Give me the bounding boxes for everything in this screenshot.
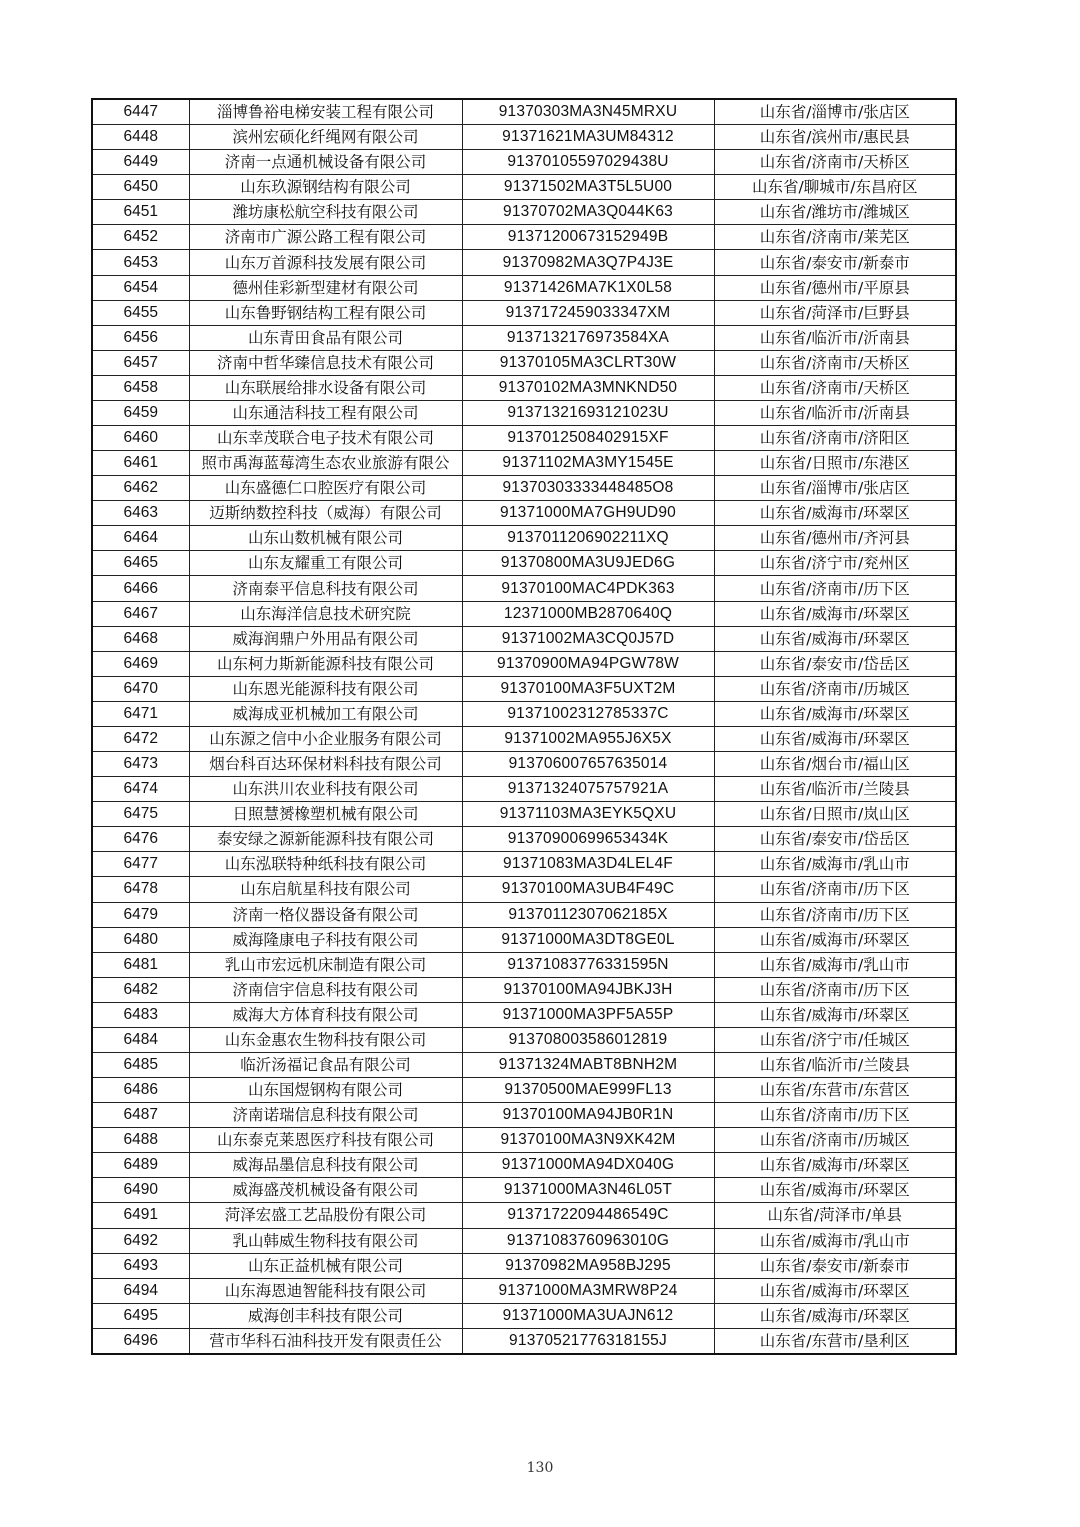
credit-code-cell: 91370800MA3U9JED6G	[462, 551, 714, 576]
region-cell: 山东省/威海市/环翠区	[714, 626, 956, 651]
region-cell: 山东省/东营市/东营区	[714, 1078, 956, 1103]
row-number-cell: 6471	[92, 701, 189, 726]
company-name-cell: 济南诺瑞信息科技有限公司	[189, 1103, 462, 1128]
region-cell: 山东省/泰安市/岱岳区	[714, 651, 956, 676]
table-row	[92, 1278, 956, 1303]
credit-code-cell: 91371200673152949B	[462, 225, 714, 250]
region-cell: 山东省/潍坊市/潍城区	[714, 200, 956, 225]
credit-code-cell: 91370303333448485O8	[462, 476, 714, 501]
row-number-cell: 6468	[92, 626, 189, 651]
credit-code-cell: 91370702MA3Q044K63	[462, 200, 714, 225]
company-name-cell: 临沂汤福记食品有限公司	[189, 1052, 462, 1077]
region-cell: 山东省/临沂市/沂南县	[714, 400, 956, 425]
credit-code-cell: 9137132176973584XA	[462, 325, 714, 350]
region-cell: 山东省/日照市/东港区	[714, 451, 956, 476]
region-cell: 山东省/东营市/垦利区	[714, 1328, 956, 1354]
row-number-cell: 6467	[92, 601, 189, 626]
row-number-cell: 6447	[92, 99, 189, 125]
company-name-cell: 山东源之信中小企业服务有限公司	[189, 726, 462, 751]
credit-code-cell: 91370100MA3F5UXT2M	[462, 676, 714, 701]
row-number-cell: 6490	[92, 1178, 189, 1203]
credit-code-cell: 91371083MA3D4LEL4F	[462, 852, 714, 877]
region-cell: 山东省/菏泽市/巨野县	[714, 300, 956, 325]
credit-code-cell: 91370900MA94PGW78W	[462, 651, 714, 676]
credit-code-cell: 9137012508402915XF	[462, 426, 714, 451]
row-number-cell: 6476	[92, 827, 189, 852]
credit-code-cell: 91370105597029438U	[462, 150, 714, 175]
credit-code-cell: 91370100MA94JBKJ3H	[462, 977, 714, 1002]
region-cell: 山东省/济南市/天桥区	[714, 350, 956, 375]
company-name-cell: 照市禹海蓝莓湾生态农业旅游有限公	[189, 451, 462, 476]
table-row	[92, 350, 956, 375]
table-row	[92, 601, 956, 626]
region-cell: 山东省/临沂市/沂南县	[714, 325, 956, 350]
row-number-cell: 6494	[92, 1278, 189, 1303]
region-cell: 山东省/威海市/环翠区	[714, 1278, 956, 1303]
region-cell: 山东省/济宁市/兖州区	[714, 551, 956, 576]
table-row	[92, 802, 956, 827]
row-number-cell: 6487	[92, 1103, 189, 1128]
credit-code-cell: 91371000MA3DT8GE0L	[462, 927, 714, 952]
table-row	[92, 150, 956, 175]
table-row	[92, 701, 956, 726]
credit-code-cell: 91370500MAE999FL13	[462, 1078, 714, 1103]
company-registry-table	[91, 98, 957, 1355]
table-row	[92, 175, 956, 200]
table-row	[92, 726, 956, 751]
credit-code-cell: 91371083776331595N	[462, 952, 714, 977]
company-name-cell: 山东万首源科技发展有限公司	[189, 250, 462, 275]
page-number: 130	[526, 1460, 554, 1476]
region-cell: 山东省/滨州市/惠民县	[714, 125, 956, 150]
company-name-cell: 滨州宏硕化纤绳网有限公司	[189, 125, 462, 150]
region-cell: 山东省/泰安市/岱岳区	[714, 827, 956, 852]
company-name-cell: 潍坊康松航空科技有限公司	[189, 200, 462, 225]
table-row	[92, 1178, 956, 1203]
row-number-cell: 6455	[92, 300, 189, 325]
table-row	[92, 275, 956, 300]
table-row	[92, 1328, 956, 1354]
row-number-cell: 6496	[92, 1328, 189, 1354]
region-cell: 山东省/威海市/环翠区	[714, 501, 956, 526]
table-row	[92, 551, 956, 576]
row-number-cell: 6448	[92, 125, 189, 150]
region-cell: 山东省/威海市/乳山市	[714, 952, 956, 977]
company-name-cell: 德州佳彩新型建材有限公司	[189, 275, 462, 300]
company-name-cell: 山东玖源钢结构有限公司	[189, 175, 462, 200]
company-name-cell: 迈斯纳数控科技（威海）有限公司	[189, 501, 462, 526]
row-number-cell: 6485	[92, 1052, 189, 1077]
region-cell: 山东省/济南市/天桥区	[714, 150, 956, 175]
company-name-cell: 山东金惠农生物科技有限公司	[189, 1027, 462, 1052]
table-row	[92, 977, 956, 1002]
company-name-cell: 山东海洋信息技术研究院	[189, 601, 462, 626]
credit-code-cell: 91370100MA3N9XK42M	[462, 1128, 714, 1153]
row-number-cell: 6482	[92, 977, 189, 1002]
table-row	[92, 375, 956, 400]
row-number-cell: 6465	[92, 551, 189, 576]
table-row	[92, 927, 956, 952]
table-row	[92, 1027, 956, 1052]
row-number-cell: 6474	[92, 777, 189, 802]
table-row	[92, 1002, 956, 1027]
row-number-cell: 6466	[92, 576, 189, 601]
table-row	[92, 952, 956, 977]
credit-code-cell: 91371000MA3N46L05T	[462, 1178, 714, 1203]
company-name-cell: 山东联展给排水设备有限公司	[189, 375, 462, 400]
table-row	[92, 626, 956, 651]
credit-code-cell: 91371000MA7GH9UD90	[462, 501, 714, 526]
company-name-cell: 山东泓联特种纸科技有限公司	[189, 852, 462, 877]
company-name-cell: 威海润鼎户外用品有限公司	[189, 626, 462, 651]
row-number-cell: 6488	[92, 1128, 189, 1153]
credit-code-cell: 91370800358601​2819	[462, 1027, 714, 1052]
row-number-cell: 6459	[92, 400, 189, 425]
company-name-cell: 山东盛德仁口腔医疗有限公司	[189, 476, 462, 501]
row-number-cell: 6457	[92, 350, 189, 375]
table-row	[92, 426, 956, 451]
region-cell: 山东省/淄博市/张店区	[714, 99, 956, 125]
region-cell: 山东省/威海市/环翠区	[714, 701, 956, 726]
table-row	[92, 852, 956, 877]
row-number-cell: 6463	[92, 501, 189, 526]
row-number-cell: 6469	[92, 651, 189, 676]
credit-code-cell: 91371000MA3MRW8P24	[462, 1278, 714, 1303]
row-number-cell: 6449	[92, 150, 189, 175]
table-body	[92, 99, 956, 1354]
row-number-cell: 6462	[92, 476, 189, 501]
row-number-cell: 6472	[92, 726, 189, 751]
credit-code-cell: 91370303MA3N45MRXU	[462, 99, 714, 125]
credit-code-cell: 91370102MA3MNKND50	[462, 375, 714, 400]
company-name-cell: 济南中哲华臻信息技术有限公司	[189, 350, 462, 375]
region-cell: 山东省/威海市/环翠区	[714, 601, 956, 626]
credit-code-cell: 91371324MABT8BNH2M	[462, 1052, 714, 1077]
company-name-cell: 山东山数机械有限公司	[189, 526, 462, 551]
company-name-cell: 营市华科石油科技开发有限责任公	[189, 1328, 462, 1354]
table-row	[92, 325, 956, 350]
table-row	[92, 1228, 956, 1253]
company-name-cell: 济南泰平信息科技有限公司	[189, 576, 462, 601]
table-row	[92, 1303, 956, 1328]
company-name-cell: 乳山韩威生物科技有限公司	[189, 1228, 462, 1253]
credit-code-cell: 91371103MA3EYK5QXU	[462, 802, 714, 827]
company-name-cell: 山东海恩迪智能科技有限公司	[189, 1278, 462, 1303]
table-row	[92, 1103, 956, 1128]
company-name-cell: 济南市广源公路工程有限公司	[189, 225, 462, 250]
company-name-cell: 威海品墨信息科技有限公司	[189, 1153, 462, 1178]
credit-code-cell: 91370100MA94JB0R1N	[462, 1103, 714, 1128]
table-row	[92, 1253, 956, 1278]
company-name-cell: 烟台科百达环保材料科技有限公司	[189, 752, 462, 777]
table-row	[92, 827, 956, 852]
credit-code-cell: 91371083760963010G	[462, 1228, 714, 1253]
region-cell: 山东省/菏泽市/单县	[714, 1203, 956, 1228]
credit-code-cell: 91371324075757921A	[462, 777, 714, 802]
table-row	[92, 300, 956, 325]
region-cell: 山东省/威海市/乳山市	[714, 1228, 956, 1253]
region-cell: 山东省/济南市/历下区	[714, 902, 956, 927]
region-cell: 山东省/济宁市/任城区	[714, 1027, 956, 1052]
row-number-cell: 6453	[92, 250, 189, 275]
credit-code-cell: 91370900699653434K	[462, 827, 714, 852]
company-name-cell: 山东青田食品有限公司	[189, 325, 462, 350]
region-cell: 山东省/威海市/环翠区	[714, 927, 956, 952]
region-cell: 山东省/威海市/环翠区	[714, 1153, 956, 1178]
table-row	[92, 501, 956, 526]
row-number-cell: 6470	[92, 676, 189, 701]
company-name-cell: 山东幸茂联合电子技术有限公司	[189, 426, 462, 451]
table-row	[92, 651, 956, 676]
row-number-cell: 6451	[92, 200, 189, 225]
row-number-cell: 6493	[92, 1253, 189, 1278]
company-name-cell: 淄博鲁裕电梯安装工程有限公司	[189, 99, 462, 125]
company-name-cell: 威海盛茂机械设备有限公司	[189, 1178, 462, 1203]
company-name-cell: 日照慧赟橡塑机械有限公司	[189, 802, 462, 827]
company-name-cell: 山东柯力斯新能源科技有限公司	[189, 651, 462, 676]
row-number-cell: 6495	[92, 1303, 189, 1328]
region-cell: 山东省/威海市/环翠区	[714, 1002, 956, 1027]
row-number-cell: 6480	[92, 927, 189, 952]
credit-code-cell: 91370112307062185X	[462, 902, 714, 927]
row-number-cell: 6473	[92, 752, 189, 777]
company-name-cell: 乳山市宏远机床制造有限公司	[189, 952, 462, 977]
company-name-cell: 山东泰克莱恩医疗科技有限公司	[189, 1128, 462, 1153]
row-number-cell: 6450	[92, 175, 189, 200]
row-number-cell: 6481	[92, 952, 189, 977]
company-name-cell: 泰安绿之源新能源科技有限公司	[189, 827, 462, 852]
credit-code-cell: 91371426MA7K1X0L58	[462, 275, 714, 300]
credit-code-cell: 91371621MA3UM84312	[462, 125, 714, 150]
table-row	[92, 451, 956, 476]
credit-code-cell: 91370105MA3CLRT30W	[462, 350, 714, 375]
row-number-cell: 6452	[92, 225, 189, 250]
table-row	[92, 1052, 956, 1077]
table-row	[92, 1153, 956, 1178]
row-number-cell: 6489	[92, 1153, 189, 1178]
region-cell: 山东省/威海市/环翠区	[714, 726, 956, 751]
region-cell: 山东省/济南市/历城区	[714, 676, 956, 701]
region-cell: 山东省/济南市/莱芜区	[714, 225, 956, 250]
table-row	[92, 777, 956, 802]
credit-code-cell: 91371002MA3CQ0J57D	[462, 626, 714, 651]
credit-code-cell: 91370100MAC4PDK363	[462, 576, 714, 601]
company-name-cell: 山东启航星科技有限公司	[189, 877, 462, 902]
region-cell: 山东省/济南市/历下区	[714, 576, 956, 601]
credit-code-cell: 91371502MA3T5L5U00	[462, 175, 714, 200]
credit-code-cell: 9137011206902211XQ	[462, 526, 714, 551]
company-name-cell: 济南一点通机械设备有限公司	[189, 150, 462, 175]
region-cell: 山东省/威海市/环翠区	[714, 1178, 956, 1203]
row-number-cell: 6478	[92, 877, 189, 902]
credit-code-cell: 91371321693121023U	[462, 400, 714, 425]
table-row	[92, 225, 956, 250]
region-cell: 山东省/日照市/岚山区	[714, 802, 956, 827]
row-number-cell: 6492	[92, 1228, 189, 1253]
region-cell: 山东省/济南市/历下区	[714, 977, 956, 1002]
company-name-cell: 山东鲁野钢结构工程有限公司	[189, 300, 462, 325]
table-row	[92, 476, 956, 501]
table-row	[92, 676, 956, 701]
row-number-cell: 6456	[92, 325, 189, 350]
table-row	[92, 752, 956, 777]
company-name-cell: 威海隆康电子科技有限公司	[189, 927, 462, 952]
credit-code-cell: 9137172459033347XM	[462, 300, 714, 325]
company-name-cell: 威海成亚机械加工有限公司	[189, 701, 462, 726]
region-cell: 山东省/烟台市/福山区	[714, 752, 956, 777]
region-cell: 山东省/济南市/天桥区	[714, 375, 956, 400]
company-name-cell: 威海大方体育科技有限公司	[189, 1002, 462, 1027]
region-cell: 山东省/德州市/齐河县	[714, 526, 956, 551]
company-name-cell: 山东洪川农业科技有限公司	[189, 777, 462, 802]
region-cell: 山东省/济南市/历城区	[714, 1128, 956, 1153]
table-row	[92, 877, 956, 902]
credit-code-cell: 91371722094486549C	[462, 1203, 714, 1228]
region-cell: 山东省/临沂市/兰陵县	[714, 777, 956, 802]
company-name-cell: 山东友耀重工有限公司	[189, 551, 462, 576]
credit-code-cell: 91370600765763​5014	[462, 752, 714, 777]
credit-code-cell: 91370100MA3UB4F49C	[462, 877, 714, 902]
table-row	[92, 99, 956, 125]
credit-code-cell: 91371102MA3MY1545E	[462, 451, 714, 476]
company-name-cell: 威海创丰科技有限公司	[189, 1303, 462, 1328]
company-name-cell: 山东恩光能源科技有限公司	[189, 676, 462, 701]
company-name-cell: 山东国煜钢构有限公司	[189, 1078, 462, 1103]
table-row	[92, 250, 956, 275]
region-cell: 山东省/临沂市/兰陵县	[714, 1052, 956, 1077]
table-row	[92, 1128, 956, 1153]
table-row	[92, 200, 956, 225]
table-row	[92, 125, 956, 150]
table-row	[92, 1203, 956, 1228]
region-cell: 山东省/济南市/历下区	[714, 1103, 956, 1128]
row-number-cell: 6454	[92, 275, 189, 300]
table-row	[92, 1078, 956, 1103]
credit-code-cell: 91371000MA94DX040G	[462, 1153, 714, 1178]
table-row	[92, 526, 956, 551]
table-row	[92, 902, 956, 927]
credit-code-cell: 12371000MB2870640Q	[462, 601, 714, 626]
row-number-cell: 6475	[92, 802, 189, 827]
region-cell: 山东省/济南市/济阳区	[714, 426, 956, 451]
table-row	[92, 400, 956, 425]
region-cell: 山东省/泰安市/新泰市	[714, 250, 956, 275]
row-number-cell: 6479	[92, 902, 189, 927]
company-name-cell: 菏泽宏盛工艺品股份有限公司	[189, 1203, 462, 1228]
region-cell: 山东省/德州市/平原县	[714, 275, 956, 300]
credit-code-cell: 91371000MA3PF5A55P	[462, 1002, 714, 1027]
region-cell: 山东省/济南市/历下区	[714, 877, 956, 902]
region-cell: 山东省/威海市/乳山市	[714, 852, 956, 877]
credit-code-cell: 91371002MA955J6X5X	[462, 726, 714, 751]
credit-code-cell: 91370521776318155J	[462, 1328, 714, 1354]
credit-code-cell: 91370982MA958BJ295	[462, 1253, 714, 1278]
company-name-cell: 济南信宇信息科技有限公司	[189, 977, 462, 1002]
row-number-cell: 6483	[92, 1002, 189, 1027]
table-row	[92, 576, 956, 601]
row-number-cell: 6477	[92, 852, 189, 877]
credit-code-cell: 91371002312785337C	[462, 701, 714, 726]
row-number-cell: 6458	[92, 375, 189, 400]
row-number-cell: 6486	[92, 1078, 189, 1103]
region-cell: 山东省/淄博市/张店区	[714, 476, 956, 501]
row-number-cell: 6461	[92, 451, 189, 476]
row-number-cell: 6460	[92, 426, 189, 451]
company-name-cell: 山东通洁科技工程有限公司	[189, 400, 462, 425]
row-number-cell: 6484	[92, 1027, 189, 1052]
row-number-cell: 6464	[92, 526, 189, 551]
credit-code-cell: 91370982MA3Q7P4J3E	[462, 250, 714, 275]
region-cell: 山东省/聊城市/东昌府区	[714, 175, 956, 200]
row-number-cell: 6491	[92, 1203, 189, 1228]
credit-code-cell: 91371000MA3UAJN612	[462, 1303, 714, 1328]
region-cell: 山东省/泰安市/新泰市	[714, 1253, 956, 1278]
region-cell: 山东省/威海市/环翠区	[714, 1303, 956, 1328]
company-name-cell: 济南一格仪器设备有限公司	[189, 902, 462, 927]
company-name-cell: 山东正益机械有限公司	[189, 1253, 462, 1278]
